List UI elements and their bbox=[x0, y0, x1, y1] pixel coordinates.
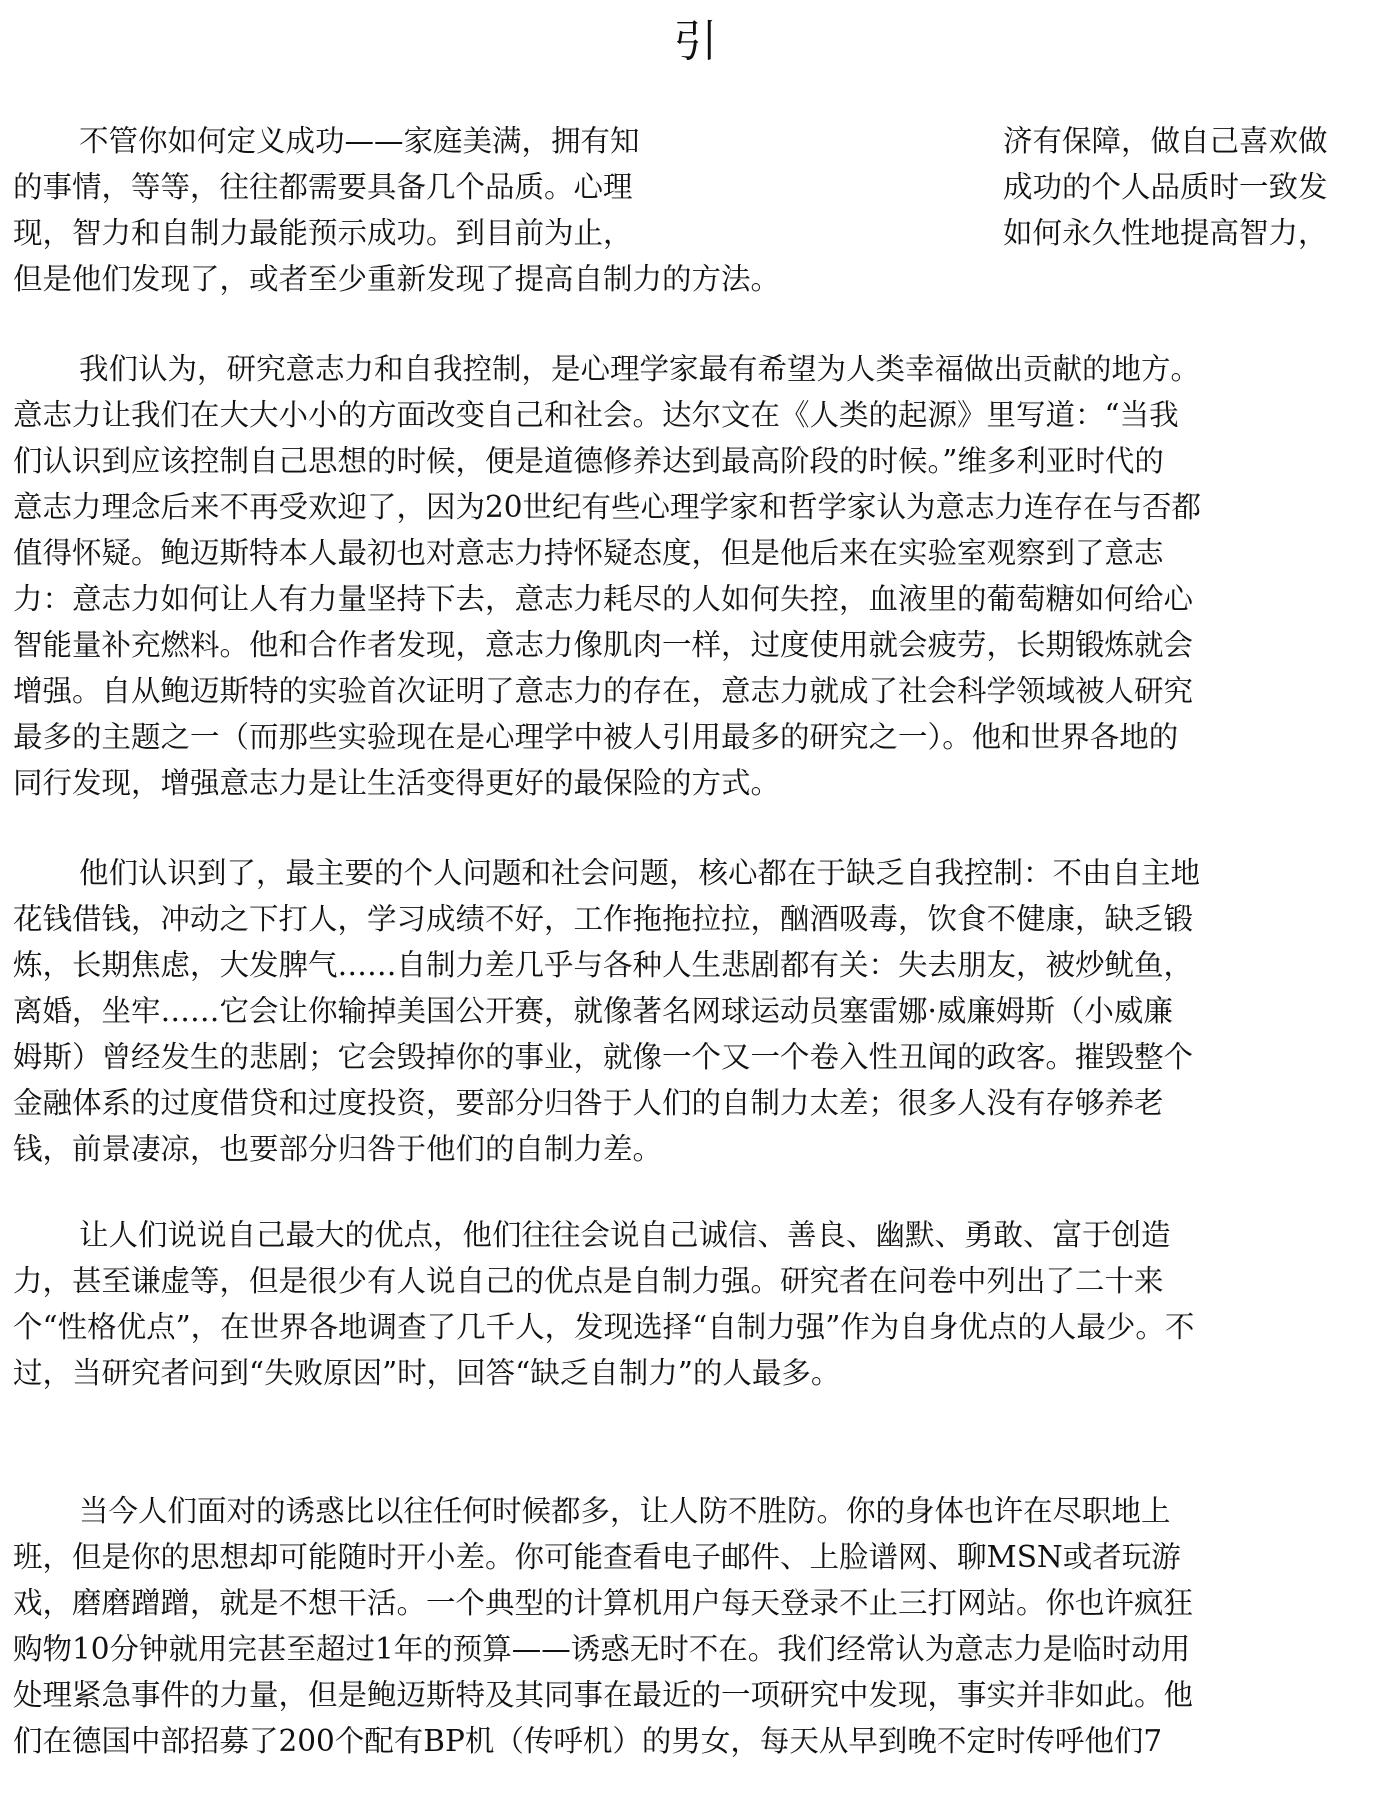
paragraph-3-line-3: 炼，长期焦虑，大发脾气……自制力差几乎与各种人生悲剧都有关：失去朋友，被炒鱿鱼， bbox=[13, 948, 1194, 982]
paragraph-5-line-1: 当今人们面对的诱惑比以往任何时候都多，让人防不胜防。你的身体也许在尽职地上 bbox=[79, 1494, 1171, 1528]
paragraph-5-line-3: 戏，磨磨蹭蹭，就是不想干活。一个典型的计算机用户每天登录不止三打网站。你也许疯狂 bbox=[13, 1586, 1194, 1620]
paragraph-3-line-5: 姆斯）曾经发生的悲剧；它会毁掉你的事业，就像一个又一个卷入性丑闻的政客。摧毁整个 bbox=[13, 1040, 1194, 1074]
paragraph-2-line-8: 增强。自从鲍迈斯特的实验首次证明了意志力的存在，意志力就成了社会科学领域被人研究 bbox=[13, 674, 1194, 708]
paragraph-2-line-4: 意志力理念后来不再受欢迎了，因为20世纪有些心理学家和哲学家认为意志力连存在与否都 bbox=[13, 490, 1202, 524]
paragraph-4-line-1: 让人们说说自己最大的优点，他们往往会说自己诚信、善良、幽默、勇敢、富于创造 bbox=[79, 1218, 1171, 1252]
paragraph-1-line-2-right: 成功的个人品质时一致发 bbox=[1003, 170, 1328, 204]
paragraph-2-line-1: 我们认为，研究意志力和自我控制，是心理学家最有希望为人类幸福做出贡献的地方。 bbox=[79, 352, 1201, 386]
paragraph-1-line-3-left: 现，智力和自制力最能预示成功。到目前为止， bbox=[13, 216, 633, 250]
paragraph-3-line-4: 离婚，坐牢……它会让你输掉美国公开赛，就像著名网球运动员塞雷娜·威廉姆斯（小威廉 bbox=[13, 994, 1173, 1028]
paragraph-2-line-9: 最多的主题之一（而那些实验现在是心理学中被人引用最多的研究之一）。他和世界各地的 bbox=[13, 720, 1179, 754]
paragraph-2-line-10: 同行发现，增强意志力是让生活变得更好的最保险的方式。 bbox=[13, 766, 781, 800]
paragraph-1-line-2-left: 的事情，等等，往往都需要具备几个品质。心理 bbox=[13, 170, 633, 204]
paragraph-2-line-5: 值得怀疑。鲍迈斯特本人最初也对意志力持怀疑态度，但是他后来在实验室观察到了意志 bbox=[13, 536, 1164, 570]
paragraph-3-line-2: 花钱借钱，冲动之下打人，学习成绩不好，工作拖拖拉拉，酗酒吸毒，饮食不健康，缺乏锻 bbox=[13, 902, 1194, 936]
paragraph-4-line-2: 力，甚至谦虚等，但是很少有人说自己的优点是自制力强。研究者在问卷中列出了二十来 bbox=[13, 1264, 1164, 1298]
paragraph-4-line-3: 个“性格优点”，在世界各地调查了几千人，发现选择“自制力强”作为自身优点的人最少。不 bbox=[13, 1310, 1195, 1344]
paragraph-1-line-4: 但是他们发现了，或者至少重新发现了提高自制力的方法。 bbox=[13, 262, 781, 296]
paragraph-3-line-6: 金融体系的过度借贷和过度投资，要部分归咎于人们的自制力太差；很多人没有存够养老 bbox=[13, 1086, 1164, 1120]
paragraph-2-line-2: 意志力让我们在大大小小的方面改变自己和社会。达尔文在《人类的起源》里写道：“当我 bbox=[13, 398, 1179, 432]
paragraph-2-line-3: 们认识到应该控制自己思想的时候，便是道德修养达到最高阶段的时候。”维多利亚时代的 bbox=[13, 444, 1164, 478]
paragraph-1-line-1-left: 不管你如何定义成功——家庭美满，拥有知 bbox=[79, 124, 640, 158]
paragraph-2-line-6: 力：意志力如何让人有力量坚持下去，意志力耗尽的人如何失控，血液里的葡萄糖如何给心 bbox=[13, 582, 1194, 616]
paragraph-5-line-6: 们在德国中部招募了200个配有BP机（传呼机）的男女，每天从早到晚不定时传呼他们7 bbox=[13, 1724, 1163, 1758]
paragraph-1-line-1-right: 济有保障，做自己喜欢做 bbox=[1003, 124, 1328, 158]
paragraph-3-line-7: 钱，前景凄凉，也要部分归咎于他们的自制力差。 bbox=[13, 1132, 663, 1166]
paragraph-5-line-2: 班，但是你的思想却可能随时开小差。你可能查看电子邮件、上脸谱网、聊MSN或者玩游 bbox=[13, 1540, 1181, 1574]
chapter-title: 引 bbox=[673, 16, 718, 67]
paragraph-2-line-7: 智能量补充燃料。他和合作者发现，意志力像肌肉一样，过度使用就会疲劳，长期锻炼就会 bbox=[13, 628, 1194, 662]
paragraph-3-line-1: 他们认识到了，最主要的个人问题和社会问题，核心都在于缺乏自我控制：不由自主地 bbox=[79, 856, 1201, 890]
paragraph-1-line-3-right: 如何永久性地提高智力， bbox=[1003, 216, 1328, 250]
paragraph-4-line-4: 过，当研究者问到“失败原因”时，回答“缺乏自制力”的人最多。 bbox=[13, 1356, 841, 1390]
paragraph-5-line-4: 购物10分钟就用完甚至超过1年的预算——诱惑无时不在。我们经常认为意志力是临时动用 bbox=[13, 1632, 1191, 1666]
paragraph-5-line-5: 处理紧急事件的力量，但是鲍迈斯特及其同事在最近的一项研究中发现，事实并非如此。他 bbox=[13, 1678, 1194, 1712]
